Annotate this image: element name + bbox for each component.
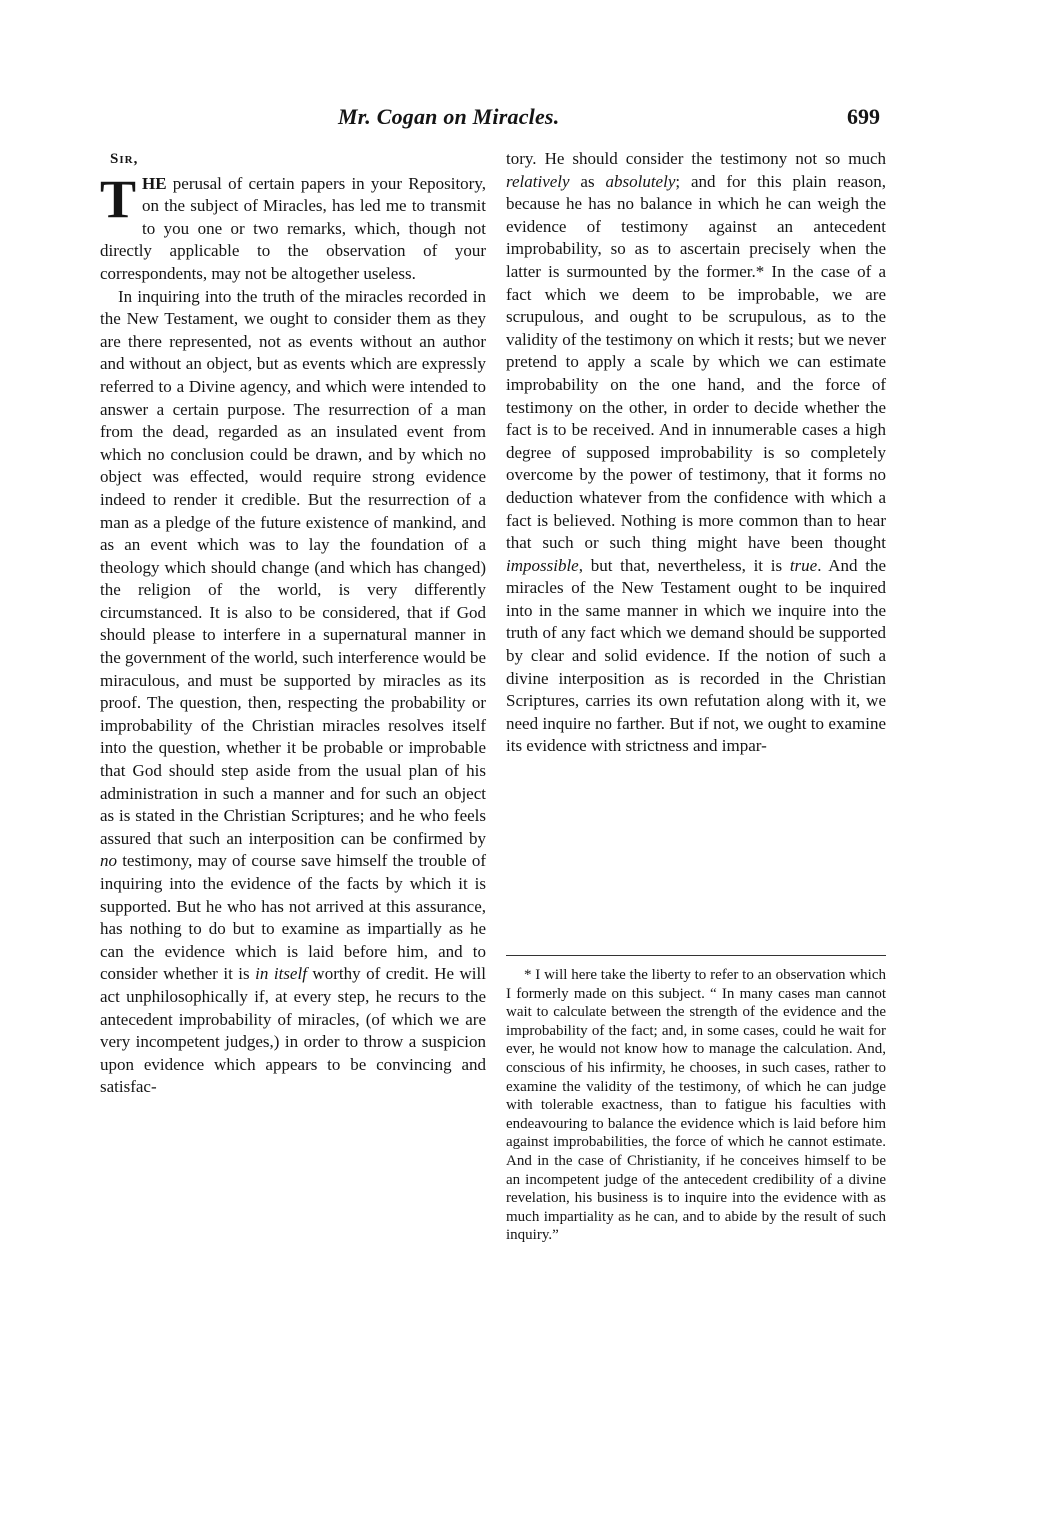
body-text: as (569, 171, 606, 191)
opening-paragraph (100, 168, 486, 286)
body-text: worthy of credit. He will act unphilosophically if, at every step, he recurs to the antecedent improbability of miracles, (of which we are very incompetent judges,) in order to throw a suspicion upon evidence which appears to be convincing and satisfac- (100, 964, 486, 1097)
opening-paragraph-text: perusal of certain papers in your Repository, on the subject of Miracles, has led me to transmit to you one or two remarks, which, though not directly applicable to the observation of your correspondents, may not be altogether useless. (100, 173, 486, 283)
body-paragraph (100, 286, 486, 1099)
emphasis: true (789, 555, 818, 575)
body-text: In inquiring into the truth of the miracles recorded in the New Testament, we ought to consider them as they are there represented, not as events without an author and without an object, but as events which are expressly referred to a Divine agency, and which were intended to answer a certain purpose. The resurrection of a man from the dead, regarded as an insulated event from which no conclusion could be drawn, and by which no object was effected, would require strong evidence indeed to render it credible. But the resurrection of a man as a pledge of the future existence of mankind, and as an event which was to lay the foundation of a theology which should change (and which has changed) the religion of the world, is very differently circumstanced. It is also to be considered, that if God should please to interfere in a supernatural manner in the government of the world, such interference would be miraculous, and must be supported by miracles as its proof. The question, then, respecting the probability or improbability of the Christian miracles resolves itself into the question, whether it be probable or improbable that God should step aside from the usual plan of his administration in such a manner and for such an object as is stated in the Christian Scriptures; and he who feels assured that such an interposition can be confirmed by (100, 286, 486, 848)
body-text: . And the miracles of the New Testament ought to be inquired into in the same manner in which we inquire into the truth of any fact which we demand should be supported by clear and solid evidence. If the notion of such a divine interposition as is recorded in the Christian Scriptures, carries its own refutation along with it, we need inquire no farther. But if not, we ought to examine its evidence with strictness and impar- (506, 555, 886, 756)
salutation: Sir, (110, 151, 139, 167)
footnote-divider (506, 955, 886, 956)
emphasis: relatively (506, 171, 570, 191)
body-text: ; and for this plain reason, because he has no balance in which he can weigh the evidence of testimony against an antecedent improbability, so as to ascertain precisely when the latter is surmounted by the former.* In the case of a fact which we deem to be improbable, we are scrupulous, and ought to be scrupulous, as to the validity of the testimony on which it rests; but we never pretend to apply a scale by which we can estimate improbability on the one hand, and the force of testimony on the other, in order to decide whether the fact is to be received. And in innumerable cases a high degree of supposed improbability is so completely overcome by the power of testimony, that it forms no deduction whatever from the confidence with which a fact is believed. Nothing is more common than to hear that such or such thing might have been thought (506, 171, 887, 553)
right-column (506, 148, 886, 758)
running-head (100, 104, 880, 144)
page-number: 699 (847, 104, 880, 129)
footnote (506, 966, 886, 1245)
continued-paragraph (506, 148, 886, 758)
body-text: , but that, nevertheless, it is (578, 555, 790, 575)
emphasis: absolutely (605, 171, 676, 191)
running-title: Mr. Cogan on Miracles. (338, 104, 560, 129)
body-text: testimony, may of course save himself the trouble of inquiring into the evidence of the facts by which it is supported. But he who has not arrived at this assurance, has nothing to do but to examine as impartially as he can the evidence which is laid before him, and to consider whether it is (100, 851, 486, 984)
left-column (100, 148, 486, 1099)
emphasis: impossible (506, 555, 579, 575)
opening-word: HE (142, 173, 167, 193)
emphasis: in itself (255, 964, 307, 984)
footnote-text: * I will here take the liberty to refer to an observation which I formerly made on this subject. “ In many cases man cannot wait to calculate between the strength of the evidence and the improbability of the fact; and, in some cases, could he wait for ever, he would not know how to manage the calculation. And, conscious of his infirmity, he chooses, in such cases, rather to examine the validity of the testimony, of which he can judge with tolerable exactness, than to fatigue his faculties with endeavouring to balance the evidence which is laid before him against improbabilities, the force of which he cannot estimate. And in the case of Christianity, if he conceives himself to be an incompetent judge of the antecedent credibility of a divine revelation, his business is to inquire into the evidence with as much impartiality as he can, and to abide by the result of such inquiry.” (506, 967, 886, 1244)
emphasis: no (100, 851, 117, 871)
body-text: tory. He should consider the testimony not so much (506, 149, 886, 168)
drop-cap: T (100, 168, 137, 229)
